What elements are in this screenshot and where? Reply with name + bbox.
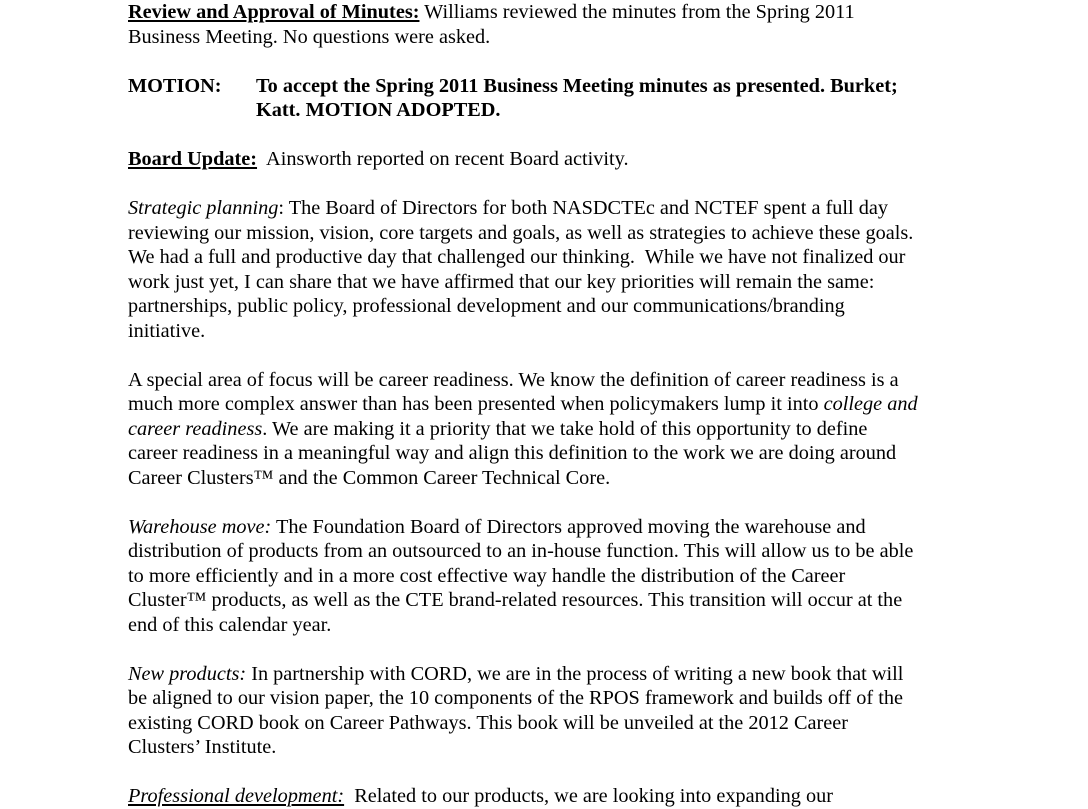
new-products-line-3: existing CORD book on Career Pathways. This book will be unveiled at the 2012 Career — [128, 711, 849, 734]
warehouse-label: Warehouse move: — [128, 515, 272, 538]
new-products-line-1: In partnership with CORD, we are in the process of writing a new book that will — [246, 662, 904, 685]
strategic-line-2: reviewing our mission, vision, core targets and goals, as well as strategies to achieve these goals. — [128, 221, 914, 244]
strategic-planning-paragraph — [128, 196, 978, 343]
warehouse-line-3: to more efficiently and in a more cost effective way handle the distribution of the Career — [128, 564, 846, 587]
motion-line-2: Katt. MOTION ADOPTED. — [256, 99, 501, 121]
strategic-line-6: initiative. — [128, 319, 206, 342]
career-readiness-paragraph — [128, 368, 978, 491]
career-line-2: much more complex answer than has been presented when policymakers lump it into — [128, 393, 824, 415]
new-products-paragraph — [128, 662, 978, 760]
professional-development-paragraph — [128, 784, 978, 809]
strategic-line-4: work just yet, I can share that we have affirmed that our key priorities will remain the same: — [128, 270, 875, 293]
career-line-3-italic: career readiness — [128, 417, 263, 440]
strategic-line-5: partnerships, public policy, professional development and our communications/branding — [128, 295, 845, 317]
motion-block — [128, 74, 978, 123]
review-line-2: Business Meeting. No questions were asked. — [128, 25, 491, 48]
new-products-label: New products: — [128, 662, 247, 685]
motion-line-1: To accept the Spring 2011 Business Meeting minutes as presented. Burket; — [256, 74, 898, 97]
new-products-line-4: Clusters’ Institute. — [128, 736, 277, 758]
board-update-paragraph — [128, 147, 978, 172]
career-line-2-italic: college and — [823, 393, 918, 415]
review-line-1: Williams reviewed the minutes from the Spring 2011 — [419, 1, 855, 23]
warehouse-line-4: Cluster™ products, as well as the CTE brand-related resources. This transition will occur at the — [128, 589, 903, 611]
strategic-planning-label: Strategic planning — [128, 197, 279, 219]
new-products-line-2: be aligned to our vision paper, the 10 components of the RPOS framework and builds off of the — [128, 687, 903, 709]
career-line-1: A special area of focus will be career readiness. We know the definition of career readiness is a — [128, 368, 899, 391]
career-line-4: career readiness in a meaningful way and align this definition to the work we are doing around — [128, 442, 897, 464]
warehouse-line-1: The Foundation Board of Directors approved moving the warehouse and — [271, 515, 866, 538]
warehouse-line-2: distribution of products from an outsourced to an in-house function. This will allow us to be able — [128, 540, 914, 562]
professional-development-label: Professional development: — [128, 785, 345, 807]
board-update-text: Ainsworth reported on recent Board activity. — [257, 148, 629, 170]
review-heading: Review and Approval of Minutes: — [128, 1, 420, 23]
career-line-5: Career Clusters™ and the Common Career Technical Core. — [128, 466, 611, 489]
warehouse-paragraph — [128, 515, 978, 638]
review-paragraph — [128, 0, 978, 49]
strategic-line-3: We had a full and productive day that challenged our thinking. While we have not finalized our — [128, 246, 906, 268]
professional-development-text: Related to our products, we are looking into expanding our — [344, 785, 833, 807]
document-page — [128, 0, 978, 809]
career-line-3: . We are making it a priority that we take hold of this opportunity to define — [262, 417, 868, 440]
motion-label: MOTION: — [128, 74, 222, 97]
warehouse-line-5: end of this calendar year. — [128, 613, 332, 636]
strategic-line-1: : The Board of Directors for both NASDCTEc and NCTEF spent a full day — [278, 197, 889, 219]
board-update-heading: Board Update: — [128, 148, 258, 170]
motion-text — [256, 74, 978, 123]
